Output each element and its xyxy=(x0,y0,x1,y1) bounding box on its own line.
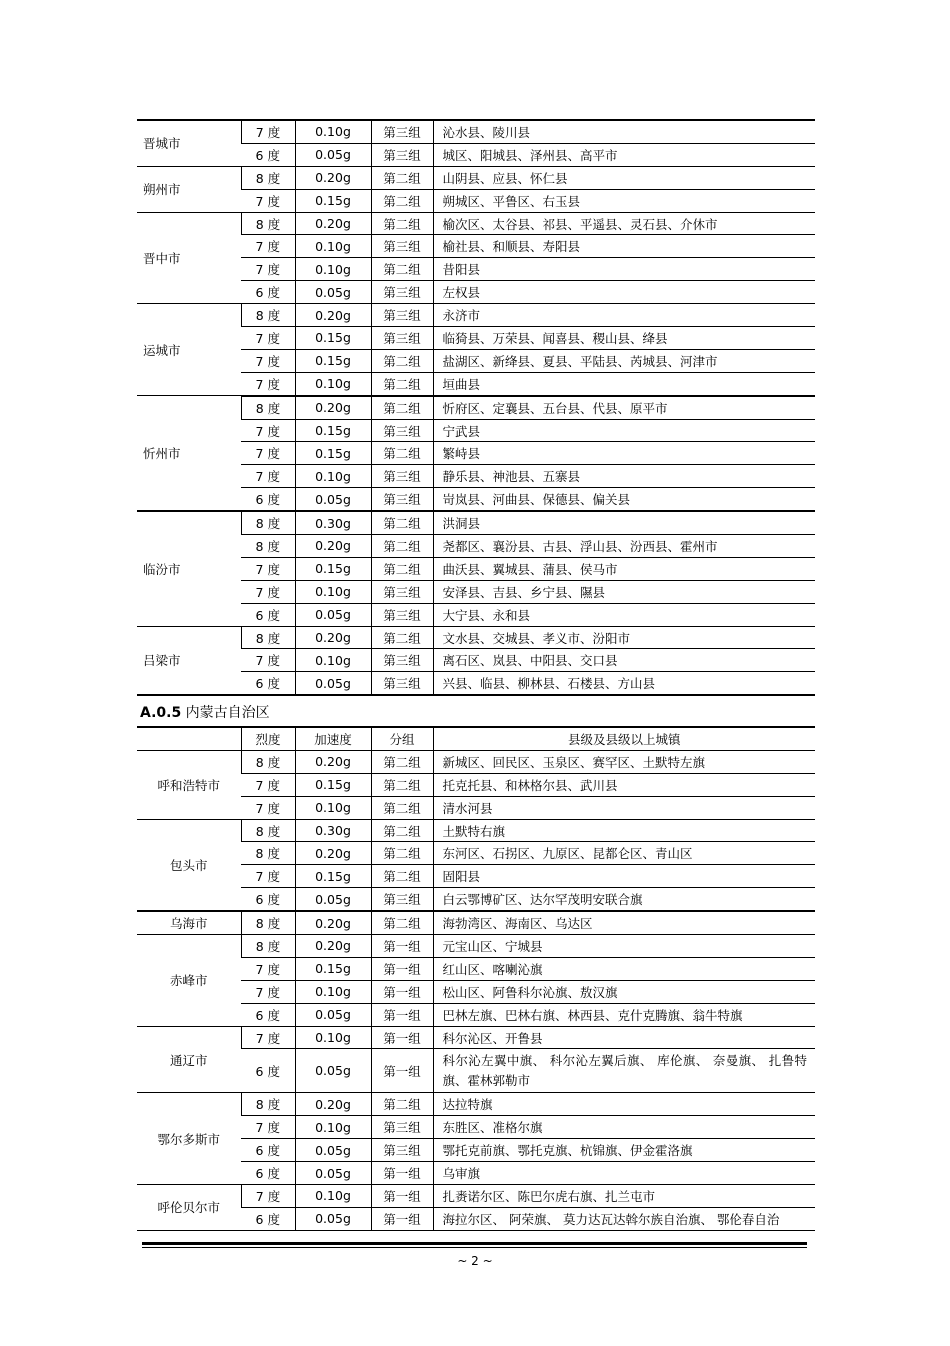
group-cell: 第三组 xyxy=(371,672,433,695)
acceleration-cell: 0.20g xyxy=(295,842,371,865)
intensity-cell: 7 度 xyxy=(241,465,295,488)
acceleration-cell: 0.20g xyxy=(295,212,371,235)
acceleration-cell: 0.05g xyxy=(295,281,371,304)
group-cell: 第三组 xyxy=(371,235,433,258)
header-acceleration: 加速度 xyxy=(295,727,371,750)
acceleration-cell: 0.20g xyxy=(295,396,371,419)
table-row xyxy=(137,626,815,649)
city-cell: 呼伦贝尔市 xyxy=(137,1185,241,1231)
table-row xyxy=(137,819,815,842)
counties-cell: 安泽县、吉县、乡宁县、隰县 xyxy=(433,580,815,603)
group-cell: 第二组 xyxy=(371,865,433,888)
intensity-cell: 7 度 xyxy=(241,442,295,465)
acceleration-cell: 0.15g xyxy=(295,189,371,212)
intensity-cell: 8 度 xyxy=(241,535,295,558)
intensity-cell: 6 度 xyxy=(241,1049,295,1093)
acceleration-cell: 0.10g xyxy=(295,235,371,258)
acceleration-cell: 0.20g xyxy=(295,535,371,558)
acceleration-cell: 0.15g xyxy=(295,327,371,350)
acceleration-cell: 0.20g xyxy=(295,750,371,773)
intensity-cell: 7 度 xyxy=(241,235,295,258)
group-cell: 第二组 xyxy=(371,750,433,773)
counties-cell: 土默特右旗 xyxy=(433,819,815,842)
group-cell: 第三组 xyxy=(371,888,433,911)
group-cell: 第一组 xyxy=(371,1185,433,1208)
city-cell: 吕梁市 xyxy=(137,626,241,695)
group-cell: 第二组 xyxy=(371,212,433,235)
group-cell: 第二组 xyxy=(371,773,433,796)
counties-cell: 沁水县、陵川县 xyxy=(433,120,815,143)
intensity-cell: 7 度 xyxy=(241,865,295,888)
counties-cell: 海拉尔区、 阿荣旗、 莫力达瓦达斡尔族自治旗、 鄂伦春自治 xyxy=(433,1207,815,1230)
acceleration-cell: 0.30g xyxy=(295,511,371,534)
intensity-cell: 8 度 xyxy=(241,750,295,773)
intensity-cell: 6 度 xyxy=(241,1162,295,1185)
group-cell: 第二组 xyxy=(371,258,433,281)
intensity-cell: 7 度 xyxy=(241,1185,295,1208)
counties-cell: 大宁县、永和县 xyxy=(433,603,815,626)
intensity-cell: 8 度 xyxy=(241,626,295,649)
intensity-cell: 7 度 xyxy=(241,1026,295,1049)
counties-cell: 红山区、喀喇沁旗 xyxy=(433,957,815,980)
table-row xyxy=(137,935,815,958)
group-cell: 第三组 xyxy=(371,327,433,350)
group-cell: 第三组 xyxy=(371,143,433,166)
intensity-cell: 6 度 xyxy=(241,488,295,511)
counties-cell: 科尔沁区、开鲁县 xyxy=(433,1026,815,1049)
intensity-cell: 7 度 xyxy=(241,349,295,372)
group-cell: 第二组 xyxy=(371,626,433,649)
acceleration-cell: 0.05g xyxy=(295,143,371,166)
group-cell: 第一组 xyxy=(371,1162,433,1185)
counties-cell: 忻府区、定襄县、五台县、代县、原平市 xyxy=(433,396,815,419)
acceleration-cell: 0.15g xyxy=(295,957,371,980)
group-cell: 第二组 xyxy=(371,442,433,465)
counties-cell: 城区、阳城县、泽州县、高平市 xyxy=(433,143,815,166)
acceleration-cell: 0.20g xyxy=(295,935,371,958)
table-row xyxy=(137,212,815,235)
counties-cell: 东胜区、准格尔旗 xyxy=(433,1116,815,1139)
intensity-cell: 8 度 xyxy=(241,212,295,235)
intensity-cell: 6 度 xyxy=(241,603,295,626)
acceleration-cell: 0.20g xyxy=(295,911,371,934)
group-cell: 第一组 xyxy=(371,1026,433,1049)
intensity-cell: 6 度 xyxy=(241,888,295,911)
intensity-cell: 7 度 xyxy=(241,372,295,395)
counties-cell: 兴县、临县、柳林县、石楼县、方山县 xyxy=(433,672,815,695)
counties-cell: 固阳县 xyxy=(433,865,815,888)
table-header-row xyxy=(137,727,815,750)
intensity-cell: 6 度 xyxy=(241,143,295,166)
counties-cell: 昔阳县 xyxy=(433,258,815,281)
acceleration-cell: 0.20g xyxy=(295,304,371,327)
intensity-cell: 7 度 xyxy=(241,419,295,442)
group-cell: 第二组 xyxy=(371,396,433,419)
group-cell: 第二组 xyxy=(371,557,433,580)
intensity-cell: 7 度 xyxy=(241,258,295,281)
counties-cell: 科尔沁左翼中旗、 科尔沁左翼后旗、 库伦旗、 奈曼旗、 扎鲁特旗、霍林郭勒市 xyxy=(433,1049,815,1093)
group-cell: 第三组 xyxy=(371,603,433,626)
acceleration-cell: 0.10g xyxy=(295,258,371,281)
intensity-cell: 7 度 xyxy=(241,773,295,796)
intensity-cell: 7 度 xyxy=(241,796,295,819)
counties-cell: 临猗县、万荣县、闻喜县、稷山县、绛县 xyxy=(433,327,815,350)
group-cell: 第二组 xyxy=(371,535,433,558)
header-intensity: 烈度 xyxy=(241,727,295,750)
intensity-cell: 6 度 xyxy=(241,1207,295,1230)
counties-cell: 离石区、岚县、中阳县、交口县 xyxy=(433,649,815,672)
intensity-cell: 7 度 xyxy=(241,980,295,1003)
group-cell: 第一组 xyxy=(371,1049,433,1093)
group-cell: 第二组 xyxy=(371,1093,433,1116)
group-cell: 第二组 xyxy=(371,372,433,395)
group-cell: 第二组 xyxy=(371,349,433,372)
group-cell: 第三组 xyxy=(371,304,433,327)
intensity-cell: 6 度 xyxy=(241,281,295,304)
counties-cell: 达拉特旗 xyxy=(433,1093,815,1116)
group-cell: 第三组 xyxy=(371,580,433,603)
counties-cell: 东河区、石拐区、九原区、昆都仑区、青山区 xyxy=(433,842,815,865)
counties-cell: 榆社县、和顺县、寿阳县 xyxy=(433,235,815,258)
counties-cell: 扎赉诺尔区、陈巴尔虎右旗、扎兰屯市 xyxy=(433,1185,815,1208)
intensity-cell: 7 度 xyxy=(241,120,295,143)
city-cell: 通辽市 xyxy=(137,1026,241,1093)
acceleration-cell: 0.05g xyxy=(295,1139,371,1162)
group-cell: 第二组 xyxy=(371,842,433,865)
group-cell: 第二组 xyxy=(371,166,433,189)
intensity-cell: 8 度 xyxy=(241,396,295,419)
intensity-cell: 6 度 xyxy=(241,1139,295,1162)
acceleration-cell: 0.15g xyxy=(295,557,371,580)
intensity-cell: 8 度 xyxy=(241,1093,295,1116)
table-row xyxy=(137,120,815,143)
counties-cell: 繁峙县 xyxy=(433,442,815,465)
group-cell: 第三组 xyxy=(371,120,433,143)
group-cell: 第二组 xyxy=(371,911,433,934)
intensity-cell: 7 度 xyxy=(241,557,295,580)
acceleration-cell: 0.20g xyxy=(295,166,371,189)
table-row xyxy=(137,166,815,189)
group-cell: 第二组 xyxy=(371,796,433,819)
acceleration-cell: 0.05g xyxy=(295,603,371,626)
counties-cell: 白云鄂博矿区、达尔罕茂明安联合旗 xyxy=(433,888,815,911)
table-row xyxy=(137,1185,815,1208)
city-cell: 赤峰市 xyxy=(137,935,241,1027)
acceleration-cell: 0.05g xyxy=(295,672,371,695)
intensity-cell: 6 度 xyxy=(241,1003,295,1026)
counties-cell: 盐湖区、新绛县、夏县、平陆县、芮城县、河津市 xyxy=(433,349,815,372)
acceleration-cell: 0.15g xyxy=(295,349,371,372)
group-cell: 第三组 xyxy=(371,649,433,672)
intensity-cell: 8 度 xyxy=(241,911,295,934)
acceleration-cell: 0.30g xyxy=(295,819,371,842)
acceleration-cell: 0.10g xyxy=(295,580,371,603)
acceleration-cell: 0.10g xyxy=(295,980,371,1003)
counties-cell: 岢岚县、河曲县、保德县、偏关县 xyxy=(433,488,815,511)
shanxi-seismic-table xyxy=(137,119,815,696)
section-number: A.0.5 xyxy=(140,705,182,721)
acceleration-cell: 0.05g xyxy=(295,888,371,911)
footer-rule-thick xyxy=(142,1242,807,1245)
inner-mongolia-seismic-table xyxy=(137,726,815,1231)
city-cell: 呼和浩特市 xyxy=(137,750,241,819)
group-cell: 第一组 xyxy=(371,935,433,958)
group-cell: 第一组 xyxy=(371,1207,433,1230)
counties-cell: 托克托县、和林格尔县、武川县 xyxy=(433,773,815,796)
acceleration-cell: 0.10g xyxy=(295,649,371,672)
header-city xyxy=(137,727,241,750)
city-cell: 乌海市 xyxy=(137,911,241,934)
acceleration-cell: 0.10g xyxy=(295,1026,371,1049)
section-heading xyxy=(140,702,270,722)
counties-cell: 鄂托克前旗、鄂托克旗、杭锦旗、伊金霍洛旗 xyxy=(433,1139,815,1162)
table-row xyxy=(137,911,815,934)
city-cell: 临汾市 xyxy=(137,511,241,626)
counties-cell: 垣曲县 xyxy=(433,372,815,395)
intensity-cell: 8 度 xyxy=(241,819,295,842)
group-cell: 第二组 xyxy=(371,189,433,212)
intensity-cell: 7 度 xyxy=(241,649,295,672)
acceleration-cell: 0.05g xyxy=(295,1049,371,1093)
table-row xyxy=(137,511,815,534)
group-cell: 第一组 xyxy=(371,1003,433,1026)
city-cell: 忻州市 xyxy=(137,396,241,511)
acceleration-cell: 0.05g xyxy=(295,1207,371,1230)
intensity-cell: 8 度 xyxy=(241,842,295,865)
intensity-cell: 8 度 xyxy=(241,935,295,958)
table-row xyxy=(137,750,815,773)
counties-cell: 新城区、回民区、玉泉区、赛罕区、土默特左旗 xyxy=(433,750,815,773)
group-cell: 第三组 xyxy=(371,281,433,304)
counties-cell: 洪洞县 xyxy=(433,511,815,534)
intensity-cell: 8 度 xyxy=(241,304,295,327)
group-cell: 第三组 xyxy=(371,488,433,511)
counties-cell: 曲沃县、翼城县、蒲县、侯马市 xyxy=(433,557,815,580)
counties-cell: 永济市 xyxy=(433,304,815,327)
table-row xyxy=(137,1093,815,1116)
group-cell: 第一组 xyxy=(371,980,433,1003)
acceleration-cell: 0.10g xyxy=(295,1116,371,1139)
counties-cell: 静乐县、神池县、五寨县 xyxy=(433,465,815,488)
section-title-text: 内蒙古自治区 xyxy=(185,705,270,721)
group-cell: 第三组 xyxy=(371,419,433,442)
acceleration-cell: 0.10g xyxy=(295,372,371,395)
acceleration-cell: 0.15g xyxy=(295,442,371,465)
city-cell: 包头市 xyxy=(137,819,241,911)
city-cell: 晋中市 xyxy=(137,212,241,304)
acceleration-cell: 0.10g xyxy=(295,796,371,819)
group-cell: 第三组 xyxy=(371,1139,433,1162)
counties-cell: 榆次区、太谷县、祁县、平遥县、灵石县、介休市 xyxy=(433,212,815,235)
table-row xyxy=(137,396,815,419)
acceleration-cell: 0.15g xyxy=(295,865,371,888)
acceleration-cell: 0.05g xyxy=(295,488,371,511)
counties-cell: 山阴县、应县、怀仁县 xyxy=(433,166,815,189)
table-row xyxy=(137,1026,815,1049)
intensity-cell: 7 度 xyxy=(241,327,295,350)
city-cell: 鄂尔多斯市 xyxy=(137,1093,241,1185)
acceleration-cell: 0.15g xyxy=(295,773,371,796)
intensity-cell: 7 度 xyxy=(241,189,295,212)
city-cell: 朔州市 xyxy=(137,166,241,212)
intensity-cell: 8 度 xyxy=(241,511,295,534)
acceleration-cell: 0.10g xyxy=(295,120,371,143)
intensity-cell: 6 度 xyxy=(241,672,295,695)
acceleration-cell: 0.05g xyxy=(295,1003,371,1026)
city-cell: 运城市 xyxy=(137,304,241,396)
group-cell: 第一组 xyxy=(371,957,433,980)
acceleration-cell: 0.20g xyxy=(295,1093,371,1116)
counties-cell: 巴林左旗、巴林右旗、林西县、克什克腾旗、翁牛特旗 xyxy=(433,1003,815,1026)
group-cell: 第二组 xyxy=(371,819,433,842)
acceleration-cell: 0.10g xyxy=(295,465,371,488)
counties-cell: 乌审旗 xyxy=(433,1162,815,1185)
city-cell: 晋城市 xyxy=(137,120,241,166)
counties-cell: 海勃湾区、海南区、乌达区 xyxy=(433,911,815,934)
table-row xyxy=(137,304,815,327)
intensity-cell: 7 度 xyxy=(241,957,295,980)
counties-cell: 左权县 xyxy=(433,281,815,304)
counties-cell: 文水县、交城县、孝义市、汾阳市 xyxy=(433,626,815,649)
header-counties: 县级及县级以上城镇 xyxy=(433,727,815,750)
acceleration-cell: 0.20g xyxy=(295,626,371,649)
intensity-cell: 8 度 xyxy=(241,166,295,189)
counties-cell: 元宝山区、宁城县 xyxy=(433,935,815,958)
intensity-cell: 7 度 xyxy=(241,1116,295,1139)
counties-cell: 清水河县 xyxy=(433,796,815,819)
counties-cell: 朔城区、平鲁区、右玉县 xyxy=(433,189,815,212)
footer-rule-thin xyxy=(142,1247,807,1248)
intensity-cell: 7 度 xyxy=(241,580,295,603)
header-group: 分组 xyxy=(371,727,433,750)
group-cell: 第三组 xyxy=(371,465,433,488)
group-cell: 第二组 xyxy=(371,511,433,534)
acceleration-cell: 0.15g xyxy=(295,419,371,442)
counties-cell: 尧都区、襄汾县、古县、浮山县、汾西县、霍州市 xyxy=(433,535,815,558)
acceleration-cell: 0.05g xyxy=(295,1162,371,1185)
counties-cell: 宁武县 xyxy=(433,419,815,442)
page-number: ~ 2 ~ xyxy=(457,1254,493,1268)
acceleration-cell: 0.10g xyxy=(295,1185,371,1208)
counties-cell: 松山区、阿鲁科尔沁旗、敖汉旗 xyxy=(433,980,815,1003)
group-cell: 第三组 xyxy=(371,1116,433,1139)
